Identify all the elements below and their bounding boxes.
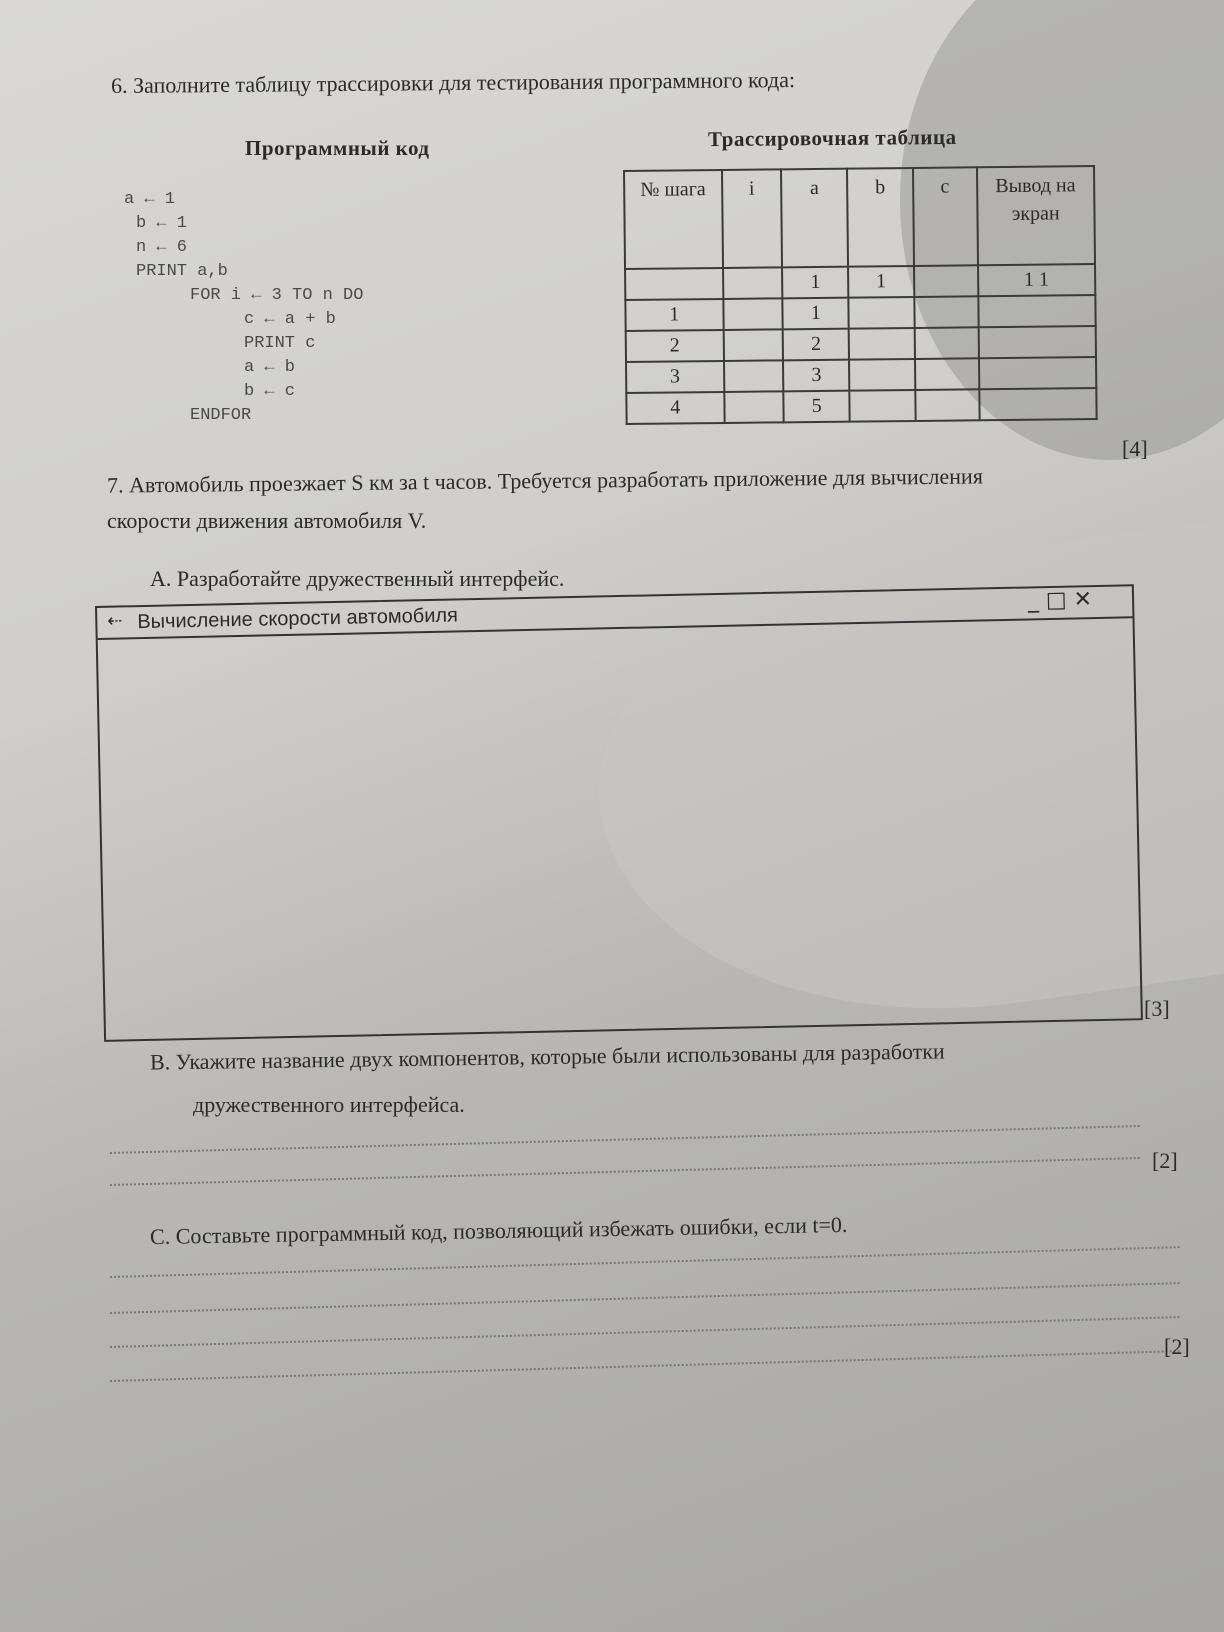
answer-line	[110, 1125, 1140, 1154]
table-cell	[978, 326, 1096, 358]
question-7b-text-line2: дружественного интерфейса.	[193, 1092, 465, 1117]
code-header: Программный код	[245, 136, 430, 160]
q6-marks: [4]	[1122, 436, 1148, 461]
question-7a-text: A. Разработайте дружественный интерфейс.	[150, 566, 565, 591]
table-cell: 3	[783, 360, 849, 392]
question-7c-text: C. Составьте программный код, позволяющий избежать ошибки, если t=0.	[149, 1211, 848, 1250]
table-cell	[848, 297, 914, 329]
table-cell	[625, 268, 723, 300]
table-cell: 1 1	[978, 264, 1096, 296]
code-line: PRINT a,b	[136, 262, 228, 281]
question-7-text-line2: скорости движения автомобиля V.	[107, 508, 427, 533]
code-line: b ← c	[244, 382, 296, 401]
col-header-a: a	[781, 169, 848, 268]
question-7b-text-line1: B. Укажите название двух компонентов, которые были использованы для разработки	[149, 1038, 945, 1075]
table-cell: 4	[626, 392, 724, 424]
answer-line	[110, 1316, 1180, 1348]
answer-line	[110, 1350, 1180, 1382]
window-titlebar	[97, 586, 1132, 640]
table-cell	[978, 295, 1096, 327]
code-line: b ← 1	[136, 214, 188, 233]
q7b-marks: [2]	[1152, 1148, 1178, 1173]
table-cell	[915, 389, 979, 421]
table-cell	[724, 360, 784, 392]
question-7-text-line1: 7. Автомобиль проезжает S км за t часов. Требуется разработать приложение для вычисления	[106, 463, 983, 498]
window-title: Вычисление скорости автомобиля	[137, 604, 459, 634]
table-row	[626, 357, 1096, 393]
col-header-b: b	[847, 168, 914, 267]
code-line: c ← a + b	[244, 310, 336, 329]
table-cell	[849, 328, 915, 360]
table-cell	[914, 296, 978, 328]
table-row	[626, 388, 1096, 424]
table-cell	[914, 265, 978, 297]
table-cell: 5	[784, 391, 850, 423]
table-cell	[723, 329, 783, 361]
table-cell: 3	[626, 361, 724, 393]
table-cell	[979, 388, 1097, 420]
code-line: PRINT c	[244, 334, 316, 353]
code-line: n ← 6	[136, 238, 188, 257]
table-cell: 1	[625, 299, 723, 331]
table-cell: 2	[626, 330, 724, 362]
code-line: FOR i ← 3 TO n DO	[190, 286, 364, 305]
table-cell	[849, 359, 915, 391]
table-row	[625, 295, 1095, 331]
question-6-text: 6. Заполните таблицу трассировки для тестирования программного кода:	[110, 67, 796, 98]
col-header-c: c	[913, 167, 978, 266]
window-controls: _ □ ✕	[1027, 587, 1093, 614]
table-cell	[849, 390, 915, 422]
table-cell	[724, 391, 784, 423]
answer-line	[110, 1246, 1180, 1278]
table-row	[625, 264, 1095, 300]
table-cell	[915, 358, 979, 390]
table-cell	[723, 267, 783, 299]
table-cell	[723, 298, 783, 330]
trace-table-header-row	[624, 166, 1095, 269]
app-icon: ⇠	[107, 610, 123, 631]
code-line: ENDFOR	[190, 406, 252, 425]
table-cell: 1	[848, 266, 914, 298]
table-header: Трассировочная таблица	[707, 124, 957, 152]
q7c-marks: [2]	[1164, 1334, 1190, 1359]
table-cell: 2	[783, 329, 849, 361]
table-row	[626, 326, 1096, 362]
table-cell: 1	[783, 298, 849, 330]
col-header-i: i	[722, 169, 783, 268]
col-header-output: Вывод на экран	[976, 166, 1095, 265]
code-line: a ← b	[244, 358, 296, 377]
table-cell	[914, 327, 978, 359]
answer-line	[110, 1282, 1180, 1314]
table-cell: 1	[782, 267, 848, 299]
code-line: a ← 1	[124, 190, 176, 209]
answer-line	[110, 1157, 1140, 1186]
form-sketch-window	[95, 584, 1143, 1042]
q7a-marks: [3]	[1144, 996, 1170, 1021]
table-cell	[978, 357, 1096, 389]
col-header-step: № шага	[624, 170, 723, 269]
trace-table	[623, 165, 1098, 425]
